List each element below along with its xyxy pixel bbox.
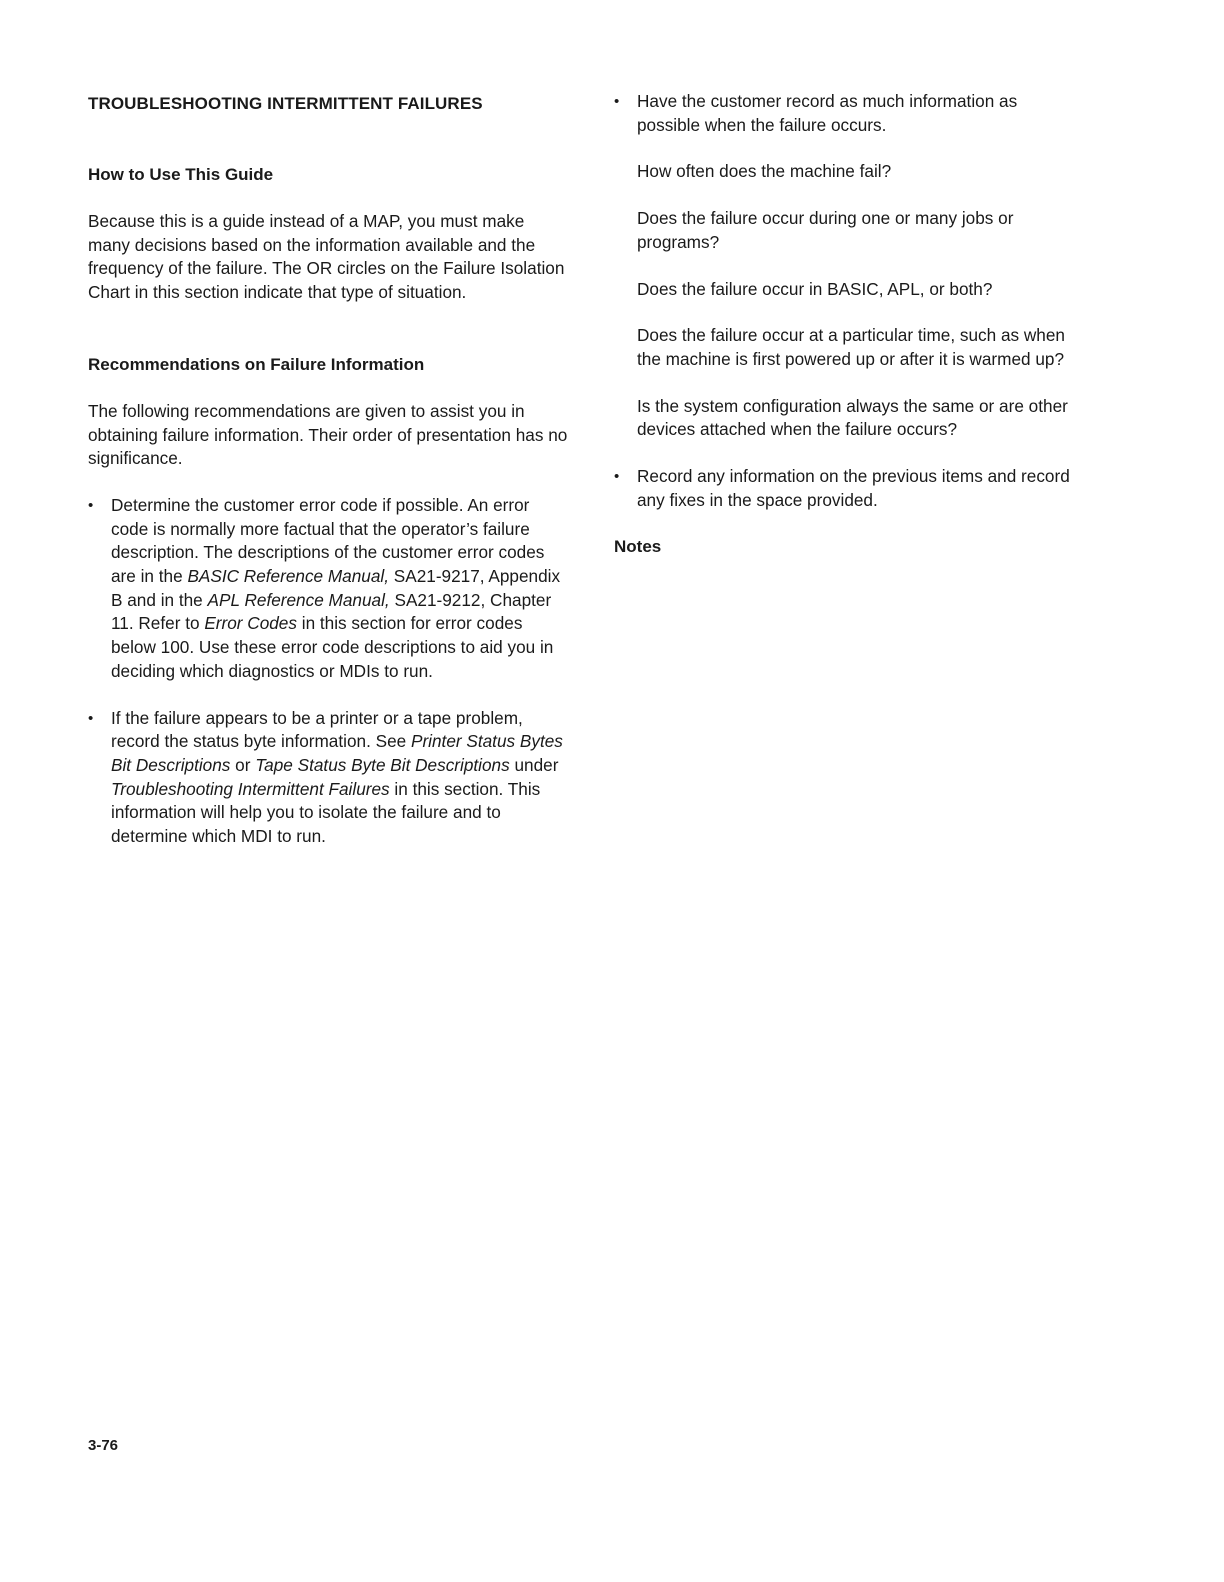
basic-reference-manual-title: BASIC Reference Manual, (187, 566, 390, 587)
question-basic-apl: Does the failure occur in BASIC, APL, or both? (637, 278, 993, 299)
section-heading-recommendations: Recommendations on Failure Information (88, 354, 425, 374)
bullet-record-fixes: • Record any information on the previous items and record any fixes in the space provided. (614, 465, 1084, 512)
bullet-error-code-text-2: SA21-9217, Appendix B and in the (111, 566, 561, 610)
question-particular-time: Does the failure occur at a particular time, such as when the machine is first powered up or after it is warmed up? (637, 325, 1065, 369)
bullet-status-byte-text-1: If the failure appears to be a printer or a tape problem, record the status byte information. See (111, 707, 523, 752)
error-codes-reference: Error Codes (204, 613, 297, 634)
bullet-status-byte-text-4: in this section. This information will help you to isolate the failure and to determine which MDI to run. (111, 778, 541, 847)
section-heading-how-to-use: How to Use This Guide (88, 165, 274, 184)
apl-reference-manual-title: APL Reference Manual, (207, 589, 390, 610)
right-column (614, 90, 1084, 559)
question-configuration: Is the system configuration always the same or are other devices attached when the failure occurs? (637, 395, 1068, 440)
bullet-status-byte (88, 707, 570, 849)
question-how-often: How often does the machine fail? (637, 161, 892, 182)
bullet-status-byte-text-2: or (230, 754, 256, 775)
notes-heading: Notes (614, 537, 662, 557)
page-title: TROUBLESHOOTING INTERMITTENT FAILURES (88, 94, 483, 113)
bullet-customer-record: • Have the customer record as much information as possible when the failure occurs. (614, 90, 1084, 137)
printer-status-reference: Printer Status Bytes Bit Descriptions (111, 731, 563, 775)
question-jobs-programs: Does the failure occur during one or many jobs or programs? (637, 208, 1014, 252)
troubleshooting-reference: Troubleshooting Intermittent Failures (111, 778, 390, 799)
how-to-use-paragraph: Because this is a guide instead of a MAP, you must make many decisions based on the information available and the frequency of the failure. The OR circles on the Failure Isolation Chart in this section indicate that type of situation. (88, 211, 565, 303)
bullet-status-byte-text-3: under (509, 754, 559, 775)
bullet-error-code-text-3: SA21-9212, Chapter 11. Refer to (111, 589, 552, 634)
tape-status-reference: Tape Status Byte Bit Descriptions (255, 754, 510, 775)
bullet-error-code-text-4: in this section for error codes below 100. Use these error code descriptions to aid you in deciding which diagnostics or MDIs to run. (111, 613, 554, 681)
bullet-error-code-text-1: Determine the customer error code if possible. An error code is normally more factual that the operator’s failure description. The descriptions of the customer error codes are in the (111, 494, 545, 587)
bullet-error-code (88, 494, 570, 684)
page-number: 3-76 (88, 1437, 119, 1454)
left-column (88, 90, 570, 849)
recommendations-intro: The following recommendations are given to assist you in obtaining failure information. Their order of presentation has no significance. (88, 400, 568, 469)
